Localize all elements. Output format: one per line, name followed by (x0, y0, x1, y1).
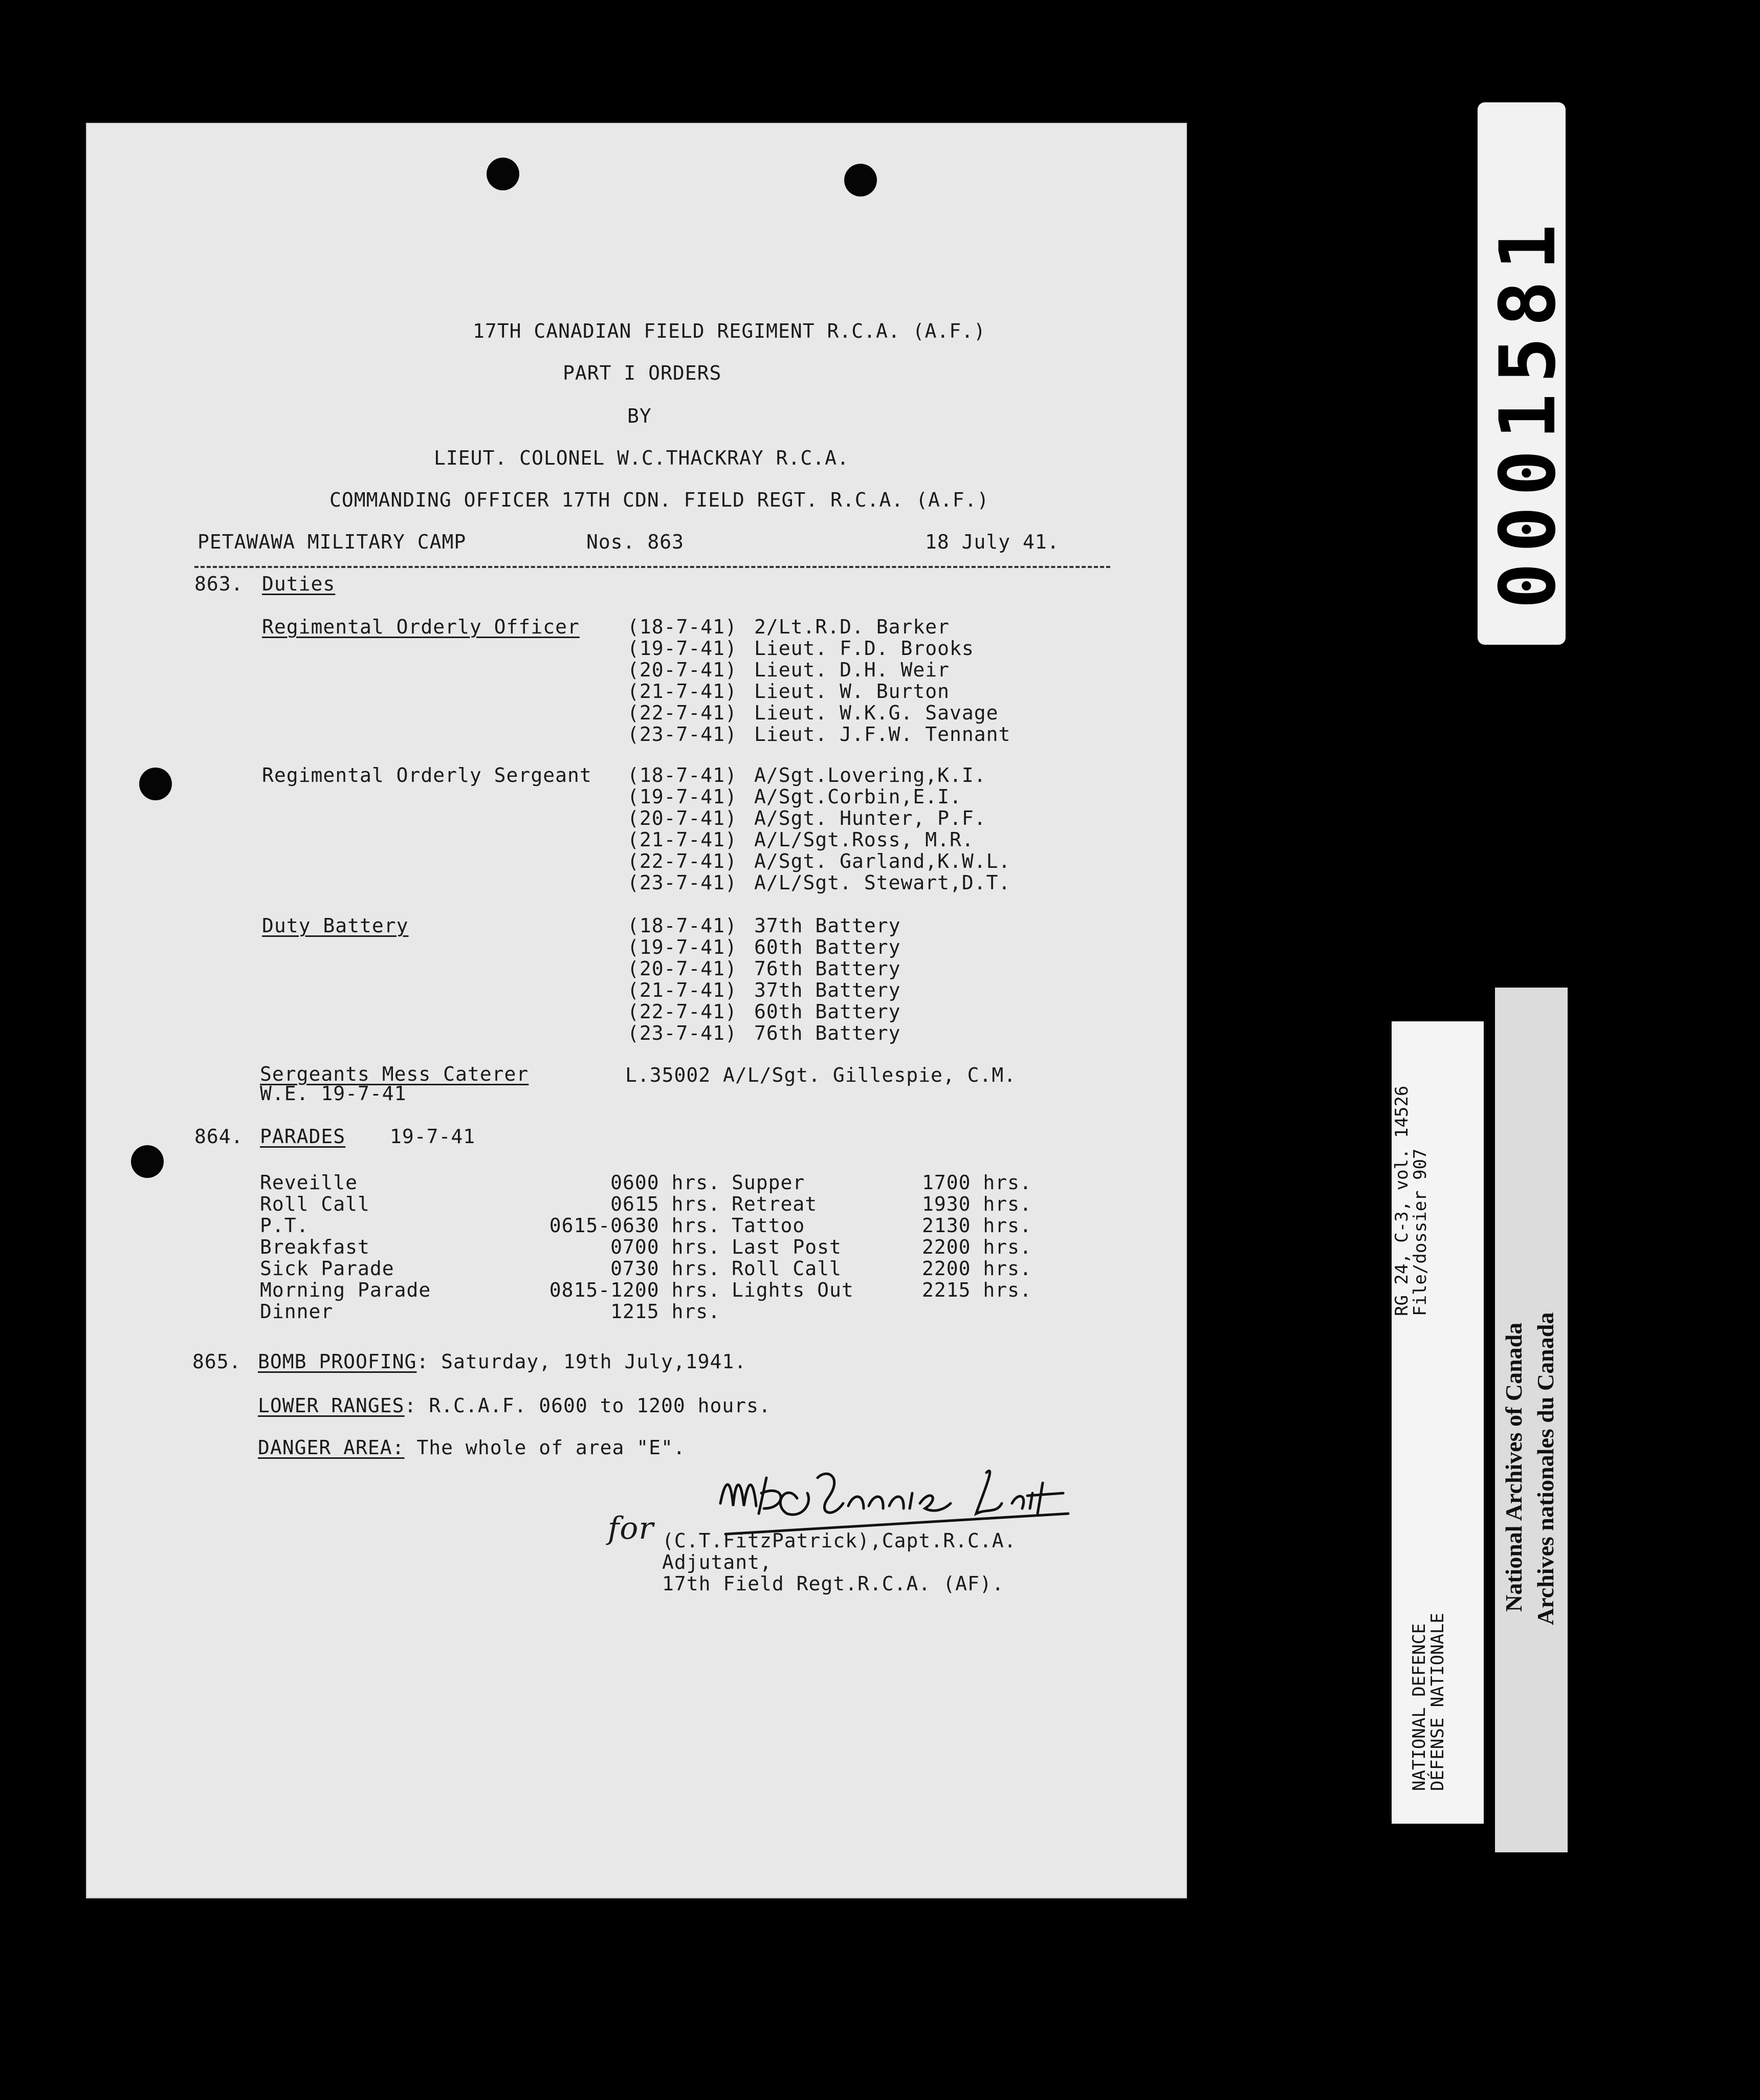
parade-event: Supper (732, 1171, 805, 1194)
duty-date: (21-7-41) (627, 979, 737, 1001)
parade-time: 0600 hrs. (610, 1171, 720, 1194)
duty-battery-dates (627, 915, 737, 1044)
orderly-sergeant-names (754, 764, 1010, 893)
parade-time: 0615-0630 hrs. (549, 1214, 720, 1237)
mess-caterer-name: L.35002 A/L/Sgt. Gillespie, C.M. (625, 1064, 1017, 1086)
parade-events-left (260, 1172, 431, 1322)
parade-time: 2200 hrs. (922, 1257, 1032, 1280)
parade-event: Morning Parade (260, 1279, 431, 1301)
punch-hole (487, 158, 519, 190)
duty-date: (23-7-41) (627, 723, 737, 746)
duty-date: (22-7-41) (627, 702, 737, 724)
parade-time: 2215 hrs. (922, 1279, 1032, 1301)
duty-battery-label: Duty Battery (262, 914, 409, 937)
mess-caterer-week: W.E. 19-7-41 (260, 1082, 407, 1105)
parade-event: Breakfast (260, 1236, 370, 1258)
punch-hole (844, 164, 877, 196)
parade-times-left (475, 1172, 720, 1322)
duty-name: 76th Battery (754, 1022, 901, 1044)
archive-stamp-number: 0001581 (1484, 213, 1573, 609)
duty-name: A/Sgt.Lovering,K.I. (754, 764, 986, 786)
danger-area-text: The whole of area "E". (404, 1436, 686, 1459)
duty-date: (20-7-41) (627, 807, 737, 829)
parade-time: 0815-1200 hrs. (549, 1279, 720, 1301)
parade-time: 1700 hrs. (922, 1171, 1032, 1194)
signatory-unit: 17th Field Regt.R.C.A. (AF). (662, 1572, 1004, 1595)
parade-event: Sick Parade (260, 1257, 394, 1280)
duty-date: (18-7-41) (627, 914, 737, 937)
parade-event: Dinner (260, 1300, 334, 1323)
duty-date: (23-7-41) (627, 871, 737, 894)
duty-date: (21-7-41) (627, 680, 737, 703)
parade-time: 0615 hrs. (610, 1193, 720, 1215)
duty-name: A/Sgt. Garland,K.W.L. (754, 850, 1011, 872)
section-number: 865. (192, 1350, 241, 1373)
duty-name: A/L/Sgt. Stewart,D.T. (754, 871, 1011, 894)
section-title: PARADES (260, 1125, 346, 1148)
order-date: 18 July 41. (925, 531, 1060, 553)
duty-date: (23-7-41) (627, 1022, 737, 1044)
parade-times-right (922, 1172, 1032, 1301)
lower-ranges-line (258, 1395, 771, 1416)
section-title: Duties (262, 573, 336, 595)
duty-battery-names (754, 915, 901, 1044)
duty-date: (22-7-41) (627, 1000, 737, 1023)
duty-date: (20-7-41) (627, 659, 737, 681)
lower-ranges-label: LOWER RANGES (258, 1394, 405, 1417)
parade-event: Lights Out (732, 1279, 854, 1301)
parade-time: 0730 hrs. (610, 1257, 720, 1280)
defence-line-2: DÉFENSE NATIONALE (1427, 1613, 1448, 1791)
mess-caterer-label: Sergeants Mess Caterer (260, 1063, 529, 1085)
duty-name: 60th Battery (754, 936, 901, 958)
parade-event: Roll Call (260, 1193, 370, 1215)
duty-name: 37th Battery (754, 979, 901, 1001)
parade-event: Reveille (260, 1171, 358, 1194)
camp-location: PETAWAWA MILITARY CAMP (197, 531, 467, 553)
duty-date: (19-7-41) (627, 785, 737, 808)
orderly-sergeant-dates (627, 764, 737, 893)
duty-name: Lieut. F.D. Brooks (754, 637, 974, 660)
danger-area-line (258, 1437, 686, 1458)
duty-name: 76th Battery (754, 957, 901, 980)
orders-heading: PART I ORDERS (563, 362, 722, 384)
reference-line-1: RG 24, C-3, vol. 14526 (1392, 1085, 1412, 1316)
duty-date: (21-7-41) (627, 828, 737, 851)
orderly-officer-label: Regimental Orderly Officer (262, 616, 580, 638)
signature-for: for (608, 1511, 654, 1546)
bomb-proofing-text: : Saturday, 19th July,1941. (416, 1350, 747, 1373)
order-number: Nos. 863 (586, 531, 685, 553)
signatory-name: (C.T.FitzPatrick),Capt.R.C.A. (662, 1529, 1017, 1552)
parade-event: Tattoo (732, 1214, 805, 1237)
defence-line-1: NATIONAL DEFENCE (1409, 1623, 1429, 1791)
commanding-officer-heading: COMMANDING OFFICER 17TH CDN. FIELD REGT. R.C.A. (A.F.) (329, 489, 989, 511)
parade-time: 0700 hrs. (610, 1236, 720, 1258)
bomb-proofing-label: BOMB PROOFING (258, 1350, 417, 1373)
punch-hole (139, 768, 172, 800)
archives-line-2: Archives nationales du Canada (1532, 1312, 1558, 1625)
duty-date: (22-7-41) (627, 850, 737, 872)
duty-name: Lieut. W.K.G. Savage (754, 702, 999, 724)
parade-event: Retreat (732, 1193, 818, 1215)
orderly-officer-dates (627, 616, 737, 745)
archives-line-1: National Archives of Canada (1501, 1322, 1527, 1612)
duty-name: Lieut. D.H. Weir (754, 659, 950, 681)
danger-area-label: DANGER AREA: (258, 1436, 405, 1459)
parade-time: 2200 hrs. (922, 1236, 1032, 1258)
parade-event: Last Post (732, 1236, 842, 1258)
duty-name: Lieut. J.F.W. Tennant (754, 723, 1011, 746)
duty-date: (18-7-41) (627, 764, 737, 786)
duty-name: 60th Battery (754, 1000, 901, 1023)
colonel-heading: LIEUT. COLONEL W.C.THACKRAY R.C.A. (434, 447, 849, 469)
duty-date: (20-7-41) (627, 957, 737, 980)
by-heading: BY (627, 405, 652, 427)
lower-ranges-text: : R.C.A.F. 0600 to 1200 hours. (404, 1394, 771, 1417)
duty-name: A/Sgt. Hunter, P.F. (754, 807, 986, 829)
section-number: 863. (194, 573, 244, 595)
duty-name: 37th Battery (754, 914, 901, 937)
parades-date: 19-7-41 (390, 1125, 476, 1148)
punch-hole (131, 1145, 164, 1178)
duty-date: (18-7-41) (627, 616, 737, 638)
reference-line-2: File/dossier 907 (1410, 1148, 1431, 1316)
parade-time: 1930 hrs. (922, 1193, 1032, 1215)
parade-time: 1215 hrs. (610, 1300, 720, 1323)
document-page (86, 123, 1187, 1898)
orderly-officer-names (754, 616, 1010, 745)
duty-name: Lieut. W. Burton (754, 680, 950, 703)
duty-name: 2/Lt.R.D. Barker (754, 616, 950, 638)
parade-event: Roll Call (732, 1257, 842, 1280)
parade-events-right (732, 1172, 854, 1301)
parade-event: P.T. (260, 1214, 309, 1237)
duty-date: (19-7-41) (627, 637, 737, 660)
section-number: 864. (194, 1125, 244, 1148)
duty-name: A/Sgt.Corbin,E.I. (754, 785, 962, 808)
orderly-sergeant-label: Regimental Orderly Sergeant (262, 764, 592, 786)
regiment-heading: 17TH CANADIAN FIELD REGIMENT R.C.A. (A.F.) (473, 320, 986, 342)
bomb-proofing-line (258, 1351, 746, 1372)
duty-date: (19-7-41) (627, 936, 737, 958)
header-divider (194, 566, 1110, 568)
duty-name: A/L/Sgt.Ross, M.R. (754, 828, 974, 851)
parade-time: 2130 hrs. (922, 1214, 1032, 1237)
signatory-title: Adjutant, (662, 1551, 772, 1573)
